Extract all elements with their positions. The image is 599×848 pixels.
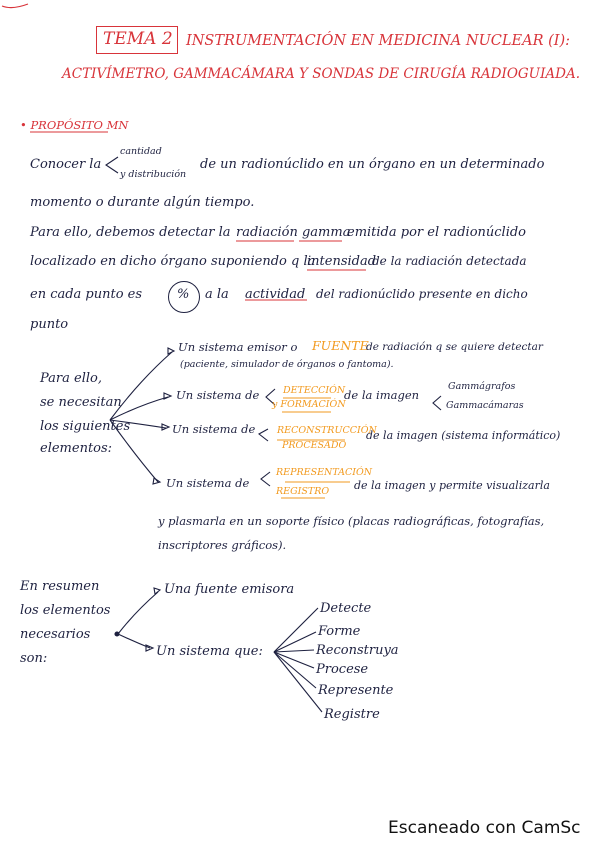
- text-p3c: del radionúclido presente en dicho: [316, 287, 528, 301]
- resumen-intro-1: En resumen: [20, 579, 100, 594]
- item2-gammagrafos: Gammágrafos: [448, 381, 516, 392]
- verb-reconstruya: Reconstruya: [316, 643, 399, 658]
- item2-gammacamaras: Gammacámaras: [446, 400, 524, 411]
- resumen-intro-4: son:: [20, 651, 48, 666]
- elementos-intro-3: los siguientes: [40, 419, 131, 434]
- text-p4: punto: [30, 317, 69, 332]
- item4-text-cont2: inscriptores gráficos).: [158, 538, 287, 552]
- verb-registre: Registre: [324, 707, 380, 722]
- text-distribucion: y distribución: [120, 169, 187, 180]
- elementos-intro-1: Para ello,: [40, 371, 102, 386]
- text-p1-end: emitida por el radionúclido: [347, 225, 527, 240]
- item1-fuente: FUENTE: [312, 338, 369, 353]
- text-p1: Para ello, debemos detectar la: [30, 225, 231, 240]
- text-p3b: a la: [205, 287, 229, 302]
- item3-text: Un sistema de: [172, 422, 256, 436]
- elementos-intro-4: elementos:: [40, 441, 113, 456]
- text-actividad: actividad: [245, 287, 306, 302]
- text-line1: de un radionúclido en un órgano en un determinado: [200, 157, 545, 172]
- item4-text: Un sistema de: [166, 476, 250, 490]
- text-p2a: localizado en dicho órgano suponiendo q la: [30, 254, 316, 269]
- item2-formacion: y FORMACIÓN: [272, 399, 346, 410]
- item3-text-end: de la imagen (sistema informático): [366, 429, 561, 442]
- item4-registro: REGISTRO: [276, 486, 330, 497]
- verb-forme: Forme: [318, 624, 361, 639]
- item4-text-cont: y plasmarla en un soporte físico (placas radiográficas, fotografías,: [158, 514, 545, 528]
- item3-procesado: PROCESADO: [282, 440, 347, 451]
- text-radiacion-gamma: radiación gamma: [236, 225, 351, 240]
- item4-text-end: de la imagen y permite visualizarla: [354, 479, 550, 492]
- text-conocer: Conocer la: [30, 157, 102, 172]
- item2-text-end: de la imagen: [344, 388, 420, 402]
- text-p3a: en cada punto es: [30, 287, 143, 302]
- tema-label: TEMA 2: [103, 29, 173, 49]
- resumen-fuente: Una fuente emisora: [164, 582, 295, 597]
- page-subtitle: ACTIVÍMETRO, GAMMACÁMARA Y SONDAS DE CIRUGÍA RADIOGUIADA.: [62, 66, 581, 82]
- elementos-intro-2: se necesitan: [40, 395, 122, 410]
- item2-deteccion: DETECCIÓN: [283, 385, 346, 396]
- item1-text-end: de radiación q se quiere detectar: [366, 341, 543, 353]
- item4-representacion: REPRESENTACIÓN: [276, 467, 373, 478]
- item3-reconstruccion: RECONSTRUCCIÓN: [277, 425, 377, 436]
- text-percent: %: [177, 287, 190, 302]
- scanner-watermark: Escaneado con CamSc: [388, 818, 581, 838]
- text-p2b: de la radiación detectada: [372, 254, 527, 268]
- text-intensidad: intensidad: [307, 254, 377, 269]
- verb-procese: Procese: [316, 662, 369, 677]
- item1-note: (paciente, simulador de órganos o fantoma).: [180, 359, 394, 370]
- resumen-intro-2: los elementos: [20, 603, 111, 618]
- page-title: INSTRUMENTACIÓN EN MEDICINA NUCLEAR (I):: [186, 33, 571, 49]
- verb-detecte: Detecte: [320, 601, 372, 616]
- resumen-intro-3: necesarios: [20, 627, 91, 642]
- item1-text: Un sistema emisor o: [178, 340, 298, 354]
- text-cantidad: cantidad: [120, 146, 162, 157]
- text-line2: momento o durante algún tiempo.: [30, 195, 255, 210]
- item2-text: Un sistema de: [176, 388, 260, 402]
- resumen-sistema: Un sistema que:: [156, 644, 263, 659]
- verb-represente: Represente: [318, 683, 394, 698]
- section-heading-proposito: • PROPÓSITO MN: [20, 118, 129, 132]
